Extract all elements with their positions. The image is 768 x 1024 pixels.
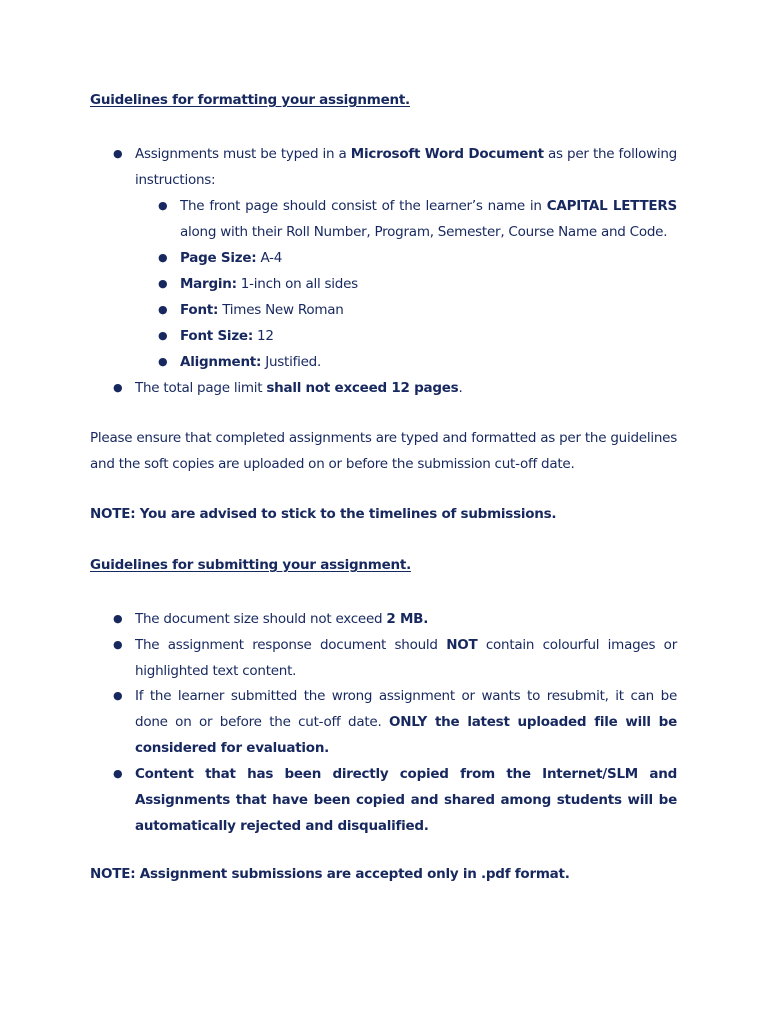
- timeline-note: NOTE: You are advised to stick to the timelines of submissions.: [90, 506, 557, 522]
- list-item: Page Size: A-4: [180, 250, 283, 266]
- bullet-icon: ●: [113, 767, 123, 780]
- list-item: Margin: 1-inch on all sides: [180, 276, 358, 292]
- list-item: Font: Times New Roman: [180, 302, 344, 318]
- bullet-icon: ●: [158, 303, 168, 316]
- bullet-icon: ●: [158, 277, 168, 290]
- bullet-icon: ●: [158, 329, 168, 342]
- bullet-icon: ●: [158, 251, 168, 264]
- list-item: If the learner submitted the wrong assignment or wants to resubmit, it can be done on or before the cut-off date. ONLY the latest uploaded file will be considered for evaluation.: [135, 688, 677, 756]
- list-item: The document size should not exceed 2 MB.: [135, 611, 429, 627]
- list-item: The front page should consist of the learner’s name in CAPITAL LETTERS along with their Roll Number, Program, Semester, Course Name and Code.: [180, 198, 677, 240]
- list-item: Content that has been directly copied from the Internet/SLM and Assignments that have been copied and shared among students will be automatically rejected and disqualified.: [135, 766, 677, 834]
- list-item: Font Size: 12: [180, 328, 274, 344]
- bullet-icon: ●: [113, 147, 123, 160]
- pdf-format-note: NOTE: Assignment submissions are accepted only in .pdf format.: [90, 866, 570, 882]
- bullet-icon: ●: [113, 689, 123, 702]
- bullet-icon: ●: [158, 355, 168, 368]
- bullet-icon: ●: [158, 199, 168, 212]
- formatting-heading: Guidelines for formatting your assignment.: [90, 92, 410, 108]
- list-item: Alignment: Justified.: [180, 354, 321, 370]
- list-item: The assignment response document should NOT contain colourful images or highlighted text content.: [135, 637, 677, 679]
- submitting-heading: Guidelines for submitting your assignment.: [90, 557, 411, 573]
- list-item: Assignments must be typed in a Microsoft Word Document as per the following instructions:: [135, 146, 678, 188]
- bullet-icon: ●: [113, 381, 123, 394]
- bullet-icon: ●: [113, 612, 123, 625]
- list-item: The total page limit shall not exceed 12 pages.: [135, 380, 463, 396]
- bullet-icon: ●: [113, 638, 123, 651]
- instructions-paragraph: Please ensure that completed assignments are typed and formatted as per the guidelines and the soft copies are uploaded on or before the submission cut-off date.: [90, 430, 677, 472]
